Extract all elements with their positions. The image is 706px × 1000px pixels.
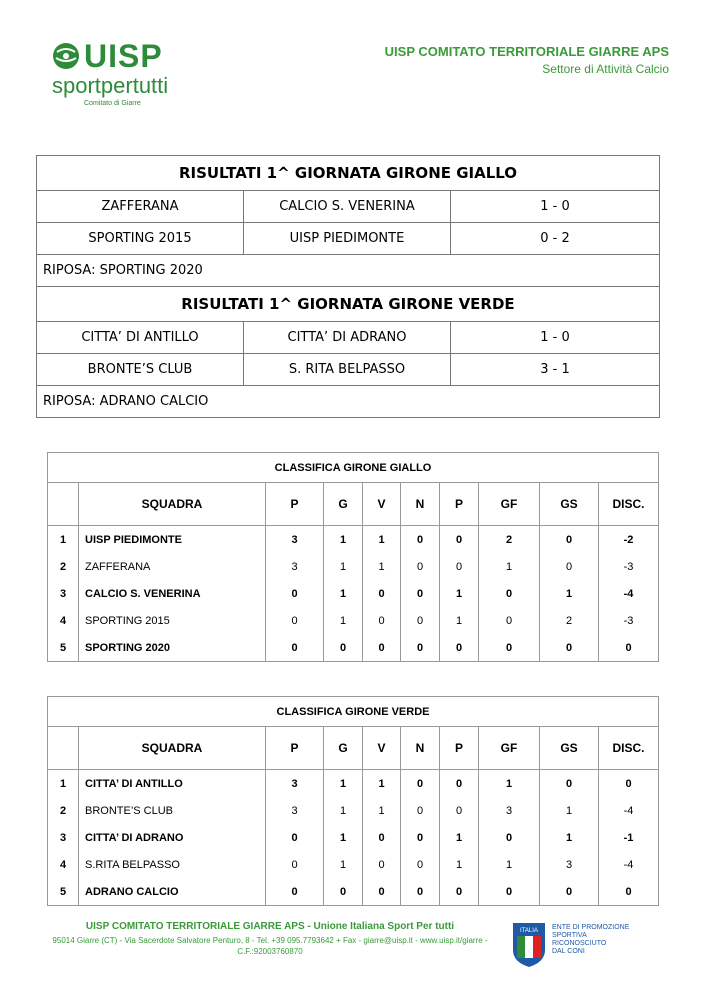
standings-row <box>48 797 659 824</box>
stat-cell-pp: 0 <box>440 553 479 580</box>
rank-cell: 4 <box>48 851 79 878</box>
stat-cell-disc: -4 <box>599 797 659 824</box>
team-cell: UISP PIEDIMONTE <box>79 526 266 554</box>
column-header: V <box>363 483 401 526</box>
rank-cell: 1 <box>48 526 79 554</box>
stat-cell-gs: 1 <box>540 797 599 824</box>
away-team: S. RITA BELPASSO <box>244 354 451 386</box>
stat-cell-v: 0 <box>363 580 401 607</box>
home-team: CITTA’ DI ANTILLO <box>37 322 244 354</box>
column-header: P <box>266 483 324 526</box>
org-title: UISP COMITATO TERRITORIALE GIARRE APS <box>384 44 669 59</box>
stat-cell-pp: 1 <box>440 824 479 851</box>
stat-cell-p: 0 <box>266 878 324 906</box>
team-cell: CITTA’ DI ANTILLO <box>79 770 266 798</box>
column-header: G <box>324 727 363 770</box>
rest-team: RIPOSA: SPORTING 2020 <box>37 255 660 287</box>
away-team: CALCIO S. VENERINA <box>244 191 451 223</box>
coni-text-line: DAL CONI <box>552 948 585 955</box>
stat-cell-gs: 0 <box>540 526 599 554</box>
stat-cell-pp: 0 <box>440 878 479 906</box>
stat-cell-v: 1 <box>363 797 401 824</box>
stat-cell-p: 0 <box>266 824 324 851</box>
results-table <box>36 155 660 418</box>
stat-cell-v: 0 <box>363 824 401 851</box>
stat-cell-pp: 1 <box>440 851 479 878</box>
team-cell: ZAFFERANA <box>79 553 266 580</box>
rank-header <box>48 727 79 770</box>
rank-cell: 4 <box>48 607 79 634</box>
stat-cell-n: 0 <box>401 526 440 554</box>
stat-cell-gf: 3 <box>479 797 540 824</box>
standings-row <box>48 607 659 634</box>
org-subtitle: Settore di Attività Calcio <box>542 62 669 76</box>
column-header: DISC. <box>599 727 659 770</box>
rest-team: RIPOSA: ADRANO CALCIO <box>37 386 660 418</box>
uisp-ball-icon <box>52 42 80 70</box>
uisp-logo <box>52 40 202 125</box>
stat-cell-p: 3 <box>266 797 324 824</box>
column-header: GF <box>479 727 540 770</box>
standings-header-row <box>48 727 659 770</box>
stat-cell-pp: 0 <box>440 770 479 798</box>
stat-cell-p: 0 <box>266 607 324 634</box>
logo-name: UISP <box>84 38 163 74</box>
stat-cell-p: 3 <box>266 770 324 798</box>
stat-cell-gs: 3 <box>540 851 599 878</box>
match-score: 0 - 2 <box>451 223 660 255</box>
stat-cell-gf: 1 <box>479 770 540 798</box>
org-header <box>385 44 669 76</box>
column-header: N <box>401 727 440 770</box>
team-cell: SPORTING 2015 <box>79 607 266 634</box>
stat-cell-gs: 2 <box>540 607 599 634</box>
column-header: G <box>324 483 363 526</box>
stat-cell-gs: 0 <box>540 878 599 906</box>
standings-row <box>48 580 659 607</box>
match-score: 3 - 1 <box>451 354 660 386</box>
stat-cell-g: 1 <box>324 797 363 824</box>
coni-text-line: SPORTIVA <box>552 932 587 939</box>
stat-cell-g: 1 <box>324 851 363 878</box>
column-header: SQUADRA <box>79 727 266 770</box>
stat-cell-pp: 1 <box>440 607 479 634</box>
stat-cell-disc: 0 <box>599 634 659 662</box>
stat-cell-pp: 1 <box>440 580 479 607</box>
coni-logo <box>512 922 642 972</box>
stat-cell-p: 0 <box>266 851 324 878</box>
stat-cell-p: 0 <box>266 580 324 607</box>
italia-shield-icon <box>512 922 546 968</box>
logo-tagline: sportpertutti <box>52 73 169 98</box>
standings-row <box>48 878 659 906</box>
rank-cell: 1 <box>48 770 79 798</box>
standings-row <box>48 526 659 554</box>
stat-cell-p: 3 <box>266 526 324 554</box>
italia-label: ITALIA <box>520 928 538 934</box>
column-header: DISC. <box>599 483 659 526</box>
standings-row <box>48 634 659 662</box>
stat-cell-gf: 1 <box>479 851 540 878</box>
match-score: 1 - 0 <box>451 322 660 354</box>
stat-cell-gf: 0 <box>479 878 540 906</box>
stat-cell-pp: 0 <box>440 526 479 554</box>
stat-cell-n: 0 <box>401 770 440 798</box>
stat-cell-gs: 0 <box>540 634 599 662</box>
team-cell: SPORTING 2020 <box>79 634 266 662</box>
stat-cell-v: 0 <box>363 878 401 906</box>
stat-cell-gf: 0 <box>479 634 540 662</box>
match-row <box>37 354 660 386</box>
home-team: BRONTE’S CLUB <box>37 354 244 386</box>
home-team: ZAFFERANA <box>37 191 244 223</box>
rank-cell: 5 <box>48 878 79 906</box>
stat-cell-g: 1 <box>324 526 363 554</box>
stat-cell-g: 1 <box>324 824 363 851</box>
standings-row <box>48 770 659 798</box>
column-header: P <box>440 483 479 526</box>
stat-cell-g: 1 <box>324 553 363 580</box>
stat-cell-gf: 2 <box>479 526 540 554</box>
column-header: GS <box>540 483 599 526</box>
stat-cell-disc: 0 <box>599 878 659 906</box>
stat-cell-v: 1 <box>363 553 401 580</box>
stat-cell-g: 0 <box>324 634 363 662</box>
stat-cell-g: 1 <box>324 580 363 607</box>
stat-cell-gs: 1 <box>540 824 599 851</box>
stat-cell-disc: -1 <box>599 824 659 851</box>
footer-address: 95014 Giarre (CT) - Via Sacerdote Salvatore Penturo, 8 - Tel. +39 095.7793642 + Fax - giarre@uisp.it - www.uisp.it/giarre - <box>52 936 488 945</box>
team-cell: CITTA’ DI ADRANO <box>79 824 266 851</box>
match-row <box>37 223 660 255</box>
away-team: CITTA’ DI ADRANO <box>244 322 451 354</box>
stat-cell-v: 1 <box>363 770 401 798</box>
standings-row <box>48 851 659 878</box>
stat-cell-v: 1 <box>363 526 401 554</box>
rank-header <box>48 483 79 526</box>
stat-cell-n: 0 <box>401 878 440 906</box>
rank-cell: 2 <box>48 553 79 580</box>
stat-cell-gf: 1 <box>479 553 540 580</box>
stat-cell-p: 0 <box>266 634 324 662</box>
stat-cell-n: 0 <box>401 634 440 662</box>
rank-cell: 5 <box>48 634 79 662</box>
logo-subtitle: Comitato di Giarre <box>84 100 141 107</box>
footer-title: UISP COMITATO TERRITORIALE GIARRE APS - Unione Italiana Sport Per tutti <box>85 921 455 932</box>
team-cell: ADRANO CALCIO <box>79 878 266 906</box>
stat-cell-gs: 0 <box>540 553 599 580</box>
stat-cell-disc: -2 <box>599 526 659 554</box>
stat-cell-disc: -3 <box>599 553 659 580</box>
column-header: GF <box>479 483 540 526</box>
stat-cell-disc: 0 <box>599 770 659 798</box>
stat-cell-v: 0 <box>363 851 401 878</box>
team-cell: CALCIO S. VENERINA <box>79 580 266 607</box>
rank-cell: 3 <box>48 580 79 607</box>
stat-cell-n: 0 <box>401 851 440 878</box>
stat-cell-p: 3 <box>266 553 324 580</box>
standings-giallo-table <box>47 452 659 662</box>
stat-cell-g: 1 <box>324 770 363 798</box>
stat-cell-pp: 0 <box>440 634 479 662</box>
standings-verde-table <box>47 696 659 906</box>
stat-cell-gf: 0 <box>479 580 540 607</box>
team-cell: BRONTE’S CLUB <box>79 797 266 824</box>
standings-title: CLASSIFICA GIRONE VERDE <box>48 697 659 727</box>
stat-cell-disc: -4 <box>599 851 659 878</box>
standings-row <box>48 553 659 580</box>
stat-cell-v: 0 <box>363 607 401 634</box>
stat-cell-n: 0 <box>401 797 440 824</box>
standings-row <box>48 824 659 851</box>
column-header: P <box>440 727 479 770</box>
away-team: UISP PIEDIMONTE <box>244 223 451 255</box>
footer-tax-code: C.F.:92003760870 <box>237 947 303 956</box>
stat-cell-gs: 0 <box>540 770 599 798</box>
stat-cell-disc: -4 <box>599 580 659 607</box>
stat-cell-disc: -3 <box>599 607 659 634</box>
coni-text-line: ENTE DI PROMOZIONE <box>552 924 630 931</box>
stat-cell-pp: 0 <box>440 797 479 824</box>
stat-cell-n: 0 <box>401 580 440 607</box>
stat-cell-v: 0 <box>363 634 401 662</box>
stat-cell-n: 0 <box>401 553 440 580</box>
results-verde-title: RISULTATI 1^ GIORNATA GIRONE VERDE <box>37 287 660 322</box>
match-row <box>37 191 660 223</box>
rank-cell: 2 <box>48 797 79 824</box>
rank-cell: 3 <box>48 824 79 851</box>
stat-cell-n: 0 <box>401 824 440 851</box>
results-giallo-title: RISULTATI 1^ GIORNATA GIRONE GIALLO <box>37 156 660 191</box>
match-score: 1 - 0 <box>451 191 660 223</box>
column-header: SQUADRA <box>79 483 266 526</box>
stat-cell-g: 0 <box>324 878 363 906</box>
stat-cell-gf: 0 <box>479 824 540 851</box>
stat-cell-gs: 1 <box>540 580 599 607</box>
column-header: GS <box>540 727 599 770</box>
stat-cell-gf: 0 <box>479 607 540 634</box>
stat-cell-n: 0 <box>401 607 440 634</box>
column-header: V <box>363 727 401 770</box>
column-header: P <box>266 727 324 770</box>
coni-text-line: RICONOSCIUTO <box>552 940 607 947</box>
standings-header-row <box>48 483 659 526</box>
footer <box>40 921 500 957</box>
standings-title: CLASSIFICA GIRONE GIALLO <box>48 453 659 483</box>
coni-text <box>552 924 629 972</box>
stat-cell-g: 1 <box>324 607 363 634</box>
column-header: N <box>401 483 440 526</box>
team-cell: S.RITA BELPASSO <box>79 851 266 878</box>
home-team: SPORTING 2015 <box>37 223 244 255</box>
match-row <box>37 322 660 354</box>
